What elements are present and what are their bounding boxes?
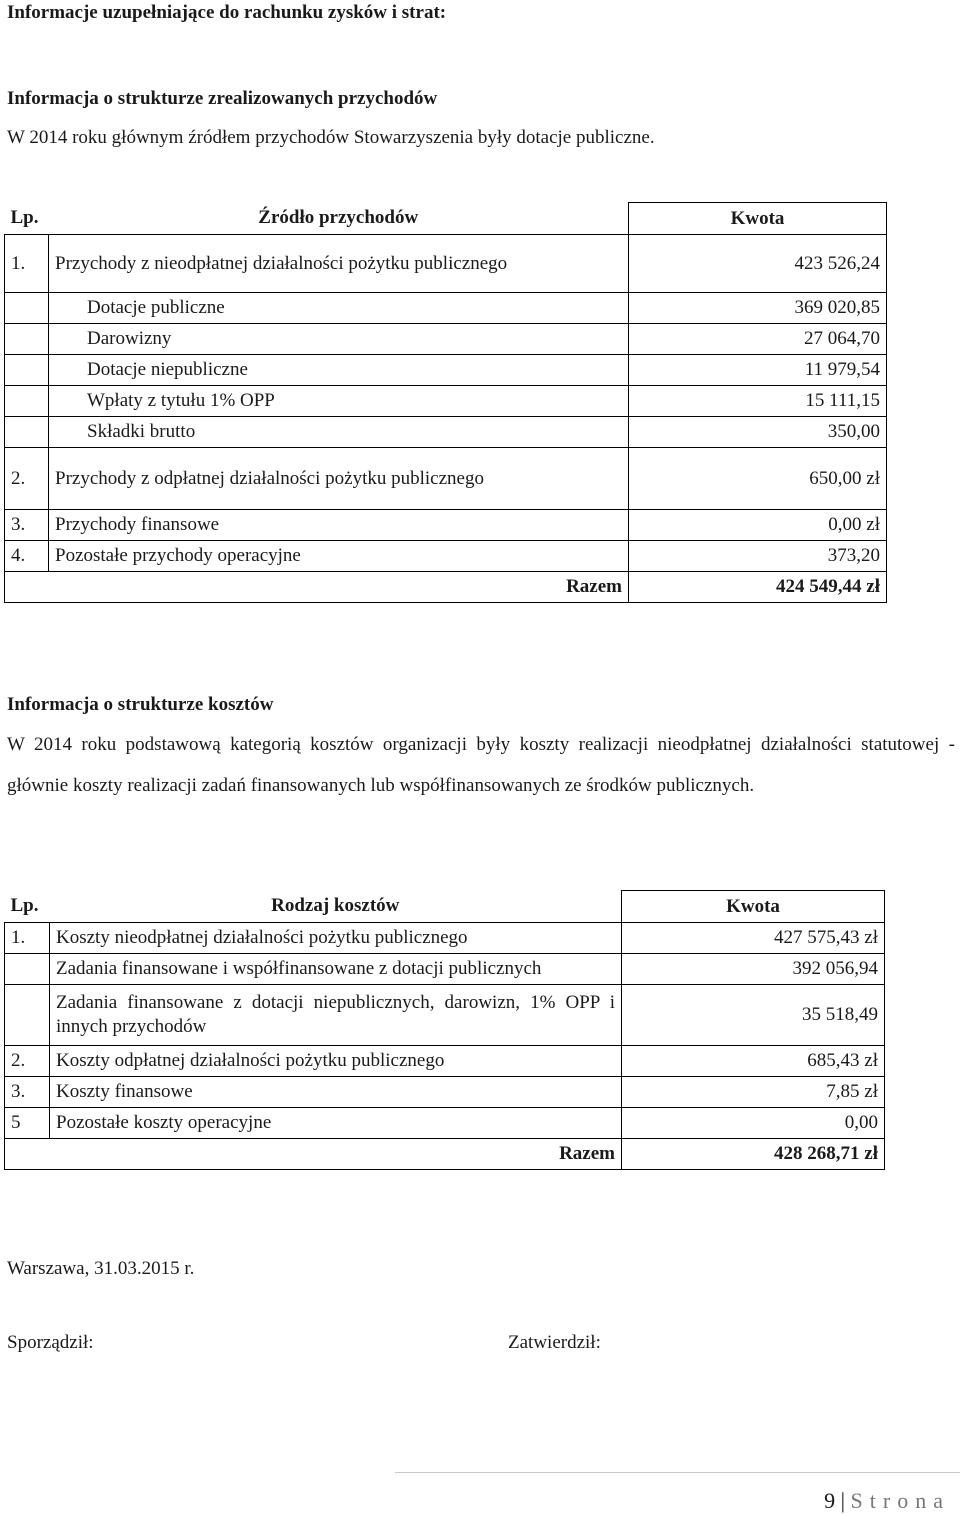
row-amount: 373,20 [629,541,887,572]
col-amount-header: Kwota [622,891,885,923]
table-header-row [5,203,887,235]
col-lp-header: Lp. [10,895,39,917]
table-total-row [5,572,887,603]
costs-heading: Informacja o strukturze kosztów [7,694,274,715]
row-lp: 2. [5,1046,50,1077]
place-date: Warszawa, 31.03.2015 r. [7,1258,195,1279]
table-row [5,954,885,985]
row-amount: 423 526,24 [629,235,887,293]
table-row [5,510,887,541]
row-label: Składki brutto [49,417,629,448]
revenue-table [4,202,887,603]
table-row [5,985,885,1046]
row-amount: 0,00 zł [629,510,887,541]
table-total-row [5,1139,885,1170]
col-lp-header: Lp. [10,207,39,229]
table-header-row [5,891,885,923]
row-amount: 11 979,54 [629,355,887,386]
row-lp: 5 [5,1108,50,1139]
row-amount: 427 575,43 zł [622,923,885,954]
costs-intro: W 2014 roku podstawową kategorią kosztów organizacji były koszty realizacji nieodpłatnej działalności statutowej - głównie koszty realizacji zadań finansowanych lub współfinansowanych ze środków publicznych. [7,734,955,796]
total-label: Razem [5,1139,622,1170]
row-label: Pozostałe przychody operacyjne [49,541,629,572]
table-row [5,1046,885,1077]
approved-by-label: Zatwierdził: [508,1332,601,1353]
table-row [5,355,887,386]
table-row [5,293,887,324]
revenue-heading: Informacja o strukturze zrealizowanych przychodów [7,88,438,109]
total-amount: 428 268,71 zł [622,1139,885,1170]
row-amount: 392 056,94 [622,954,885,985]
row-amount: 7,85 zł [622,1077,885,1108]
row-lp: 4. [5,541,49,572]
row-amount: 650,00 zł [629,448,887,510]
row-amount: 35 518,49 [622,985,885,1046]
row-amount: 685,43 zł [622,1046,885,1077]
row-label: Dotacje publiczne [49,293,629,324]
table-row [5,1108,885,1139]
row-label: Pozostałe koszty operacyjne [50,1108,622,1139]
table-row [5,386,887,417]
costs-table [4,890,885,1170]
row-lp: 2. [5,448,49,510]
table-row [5,448,887,510]
row-amount: 369 020,85 [629,293,887,324]
col-amount-header: Kwota [629,203,887,235]
row-lp: 1. [5,235,49,293]
page-title: Informacje uzupełniające do rachunku zysków i strat: [7,2,447,23]
page-number-separator: | [840,1488,846,1513]
row-label: Koszty finansowe [50,1077,622,1108]
row-amount: 15 111,15 [629,386,887,417]
row-label: Przychody z odpłatnej działalności pożytku publicznego [49,448,629,510]
row-label: Darowizny [49,324,629,355]
row-lp: 3. [5,510,49,541]
total-label: Razem [5,572,629,603]
page-number-value: 9 [824,1488,836,1513]
page-number [824,1488,950,1514]
page-word: Strona [850,1488,950,1513]
prepared-by-label: Sporządził: [7,1332,94,1353]
revenue-intro: W 2014 roku głównym źródłem przychodów Stowarzyszenia były dotacje publiczne. [7,127,655,148]
table-row [5,923,885,954]
row-label: Koszty odpłatnej działalności pożytku publicznego [50,1046,622,1077]
row-label: Koszty nieodpłatnej działalności pożytku publicznego [50,923,622,954]
col-type-header: Rodzaj kosztów [271,895,400,917]
row-label: Zadania finansowane i współfinansowane z dotacji publicznych [50,954,622,985]
row-lp: 1. [5,923,50,954]
row-label: Przychody finansowe [49,510,629,541]
row-label: Przychody z nieodpłatnej działalności pożytku publicznego [49,235,629,293]
table-row [5,1077,885,1108]
row-label: Dotacje niepubliczne [49,355,629,386]
row-amount: 27 064,70 [629,324,887,355]
table-row [5,235,887,293]
col-source-header: Źródło przychodów [258,207,419,229]
row-amount: 350,00 [629,417,887,448]
row-label: Wpłaty z tytułu 1% OPP [49,386,629,417]
row-amount: 0,00 [622,1108,885,1139]
footer-divider [395,1472,960,1473]
table-row [5,324,887,355]
table-row [5,541,887,572]
row-label: Zadania finansowane z dotacji niepublicznych, darowizn, 1% OPP i innych przychodów [50,985,622,1046]
table-row [5,417,887,448]
total-amount: 424 549,44 zł [629,572,887,603]
row-lp: 3. [5,1077,50,1108]
